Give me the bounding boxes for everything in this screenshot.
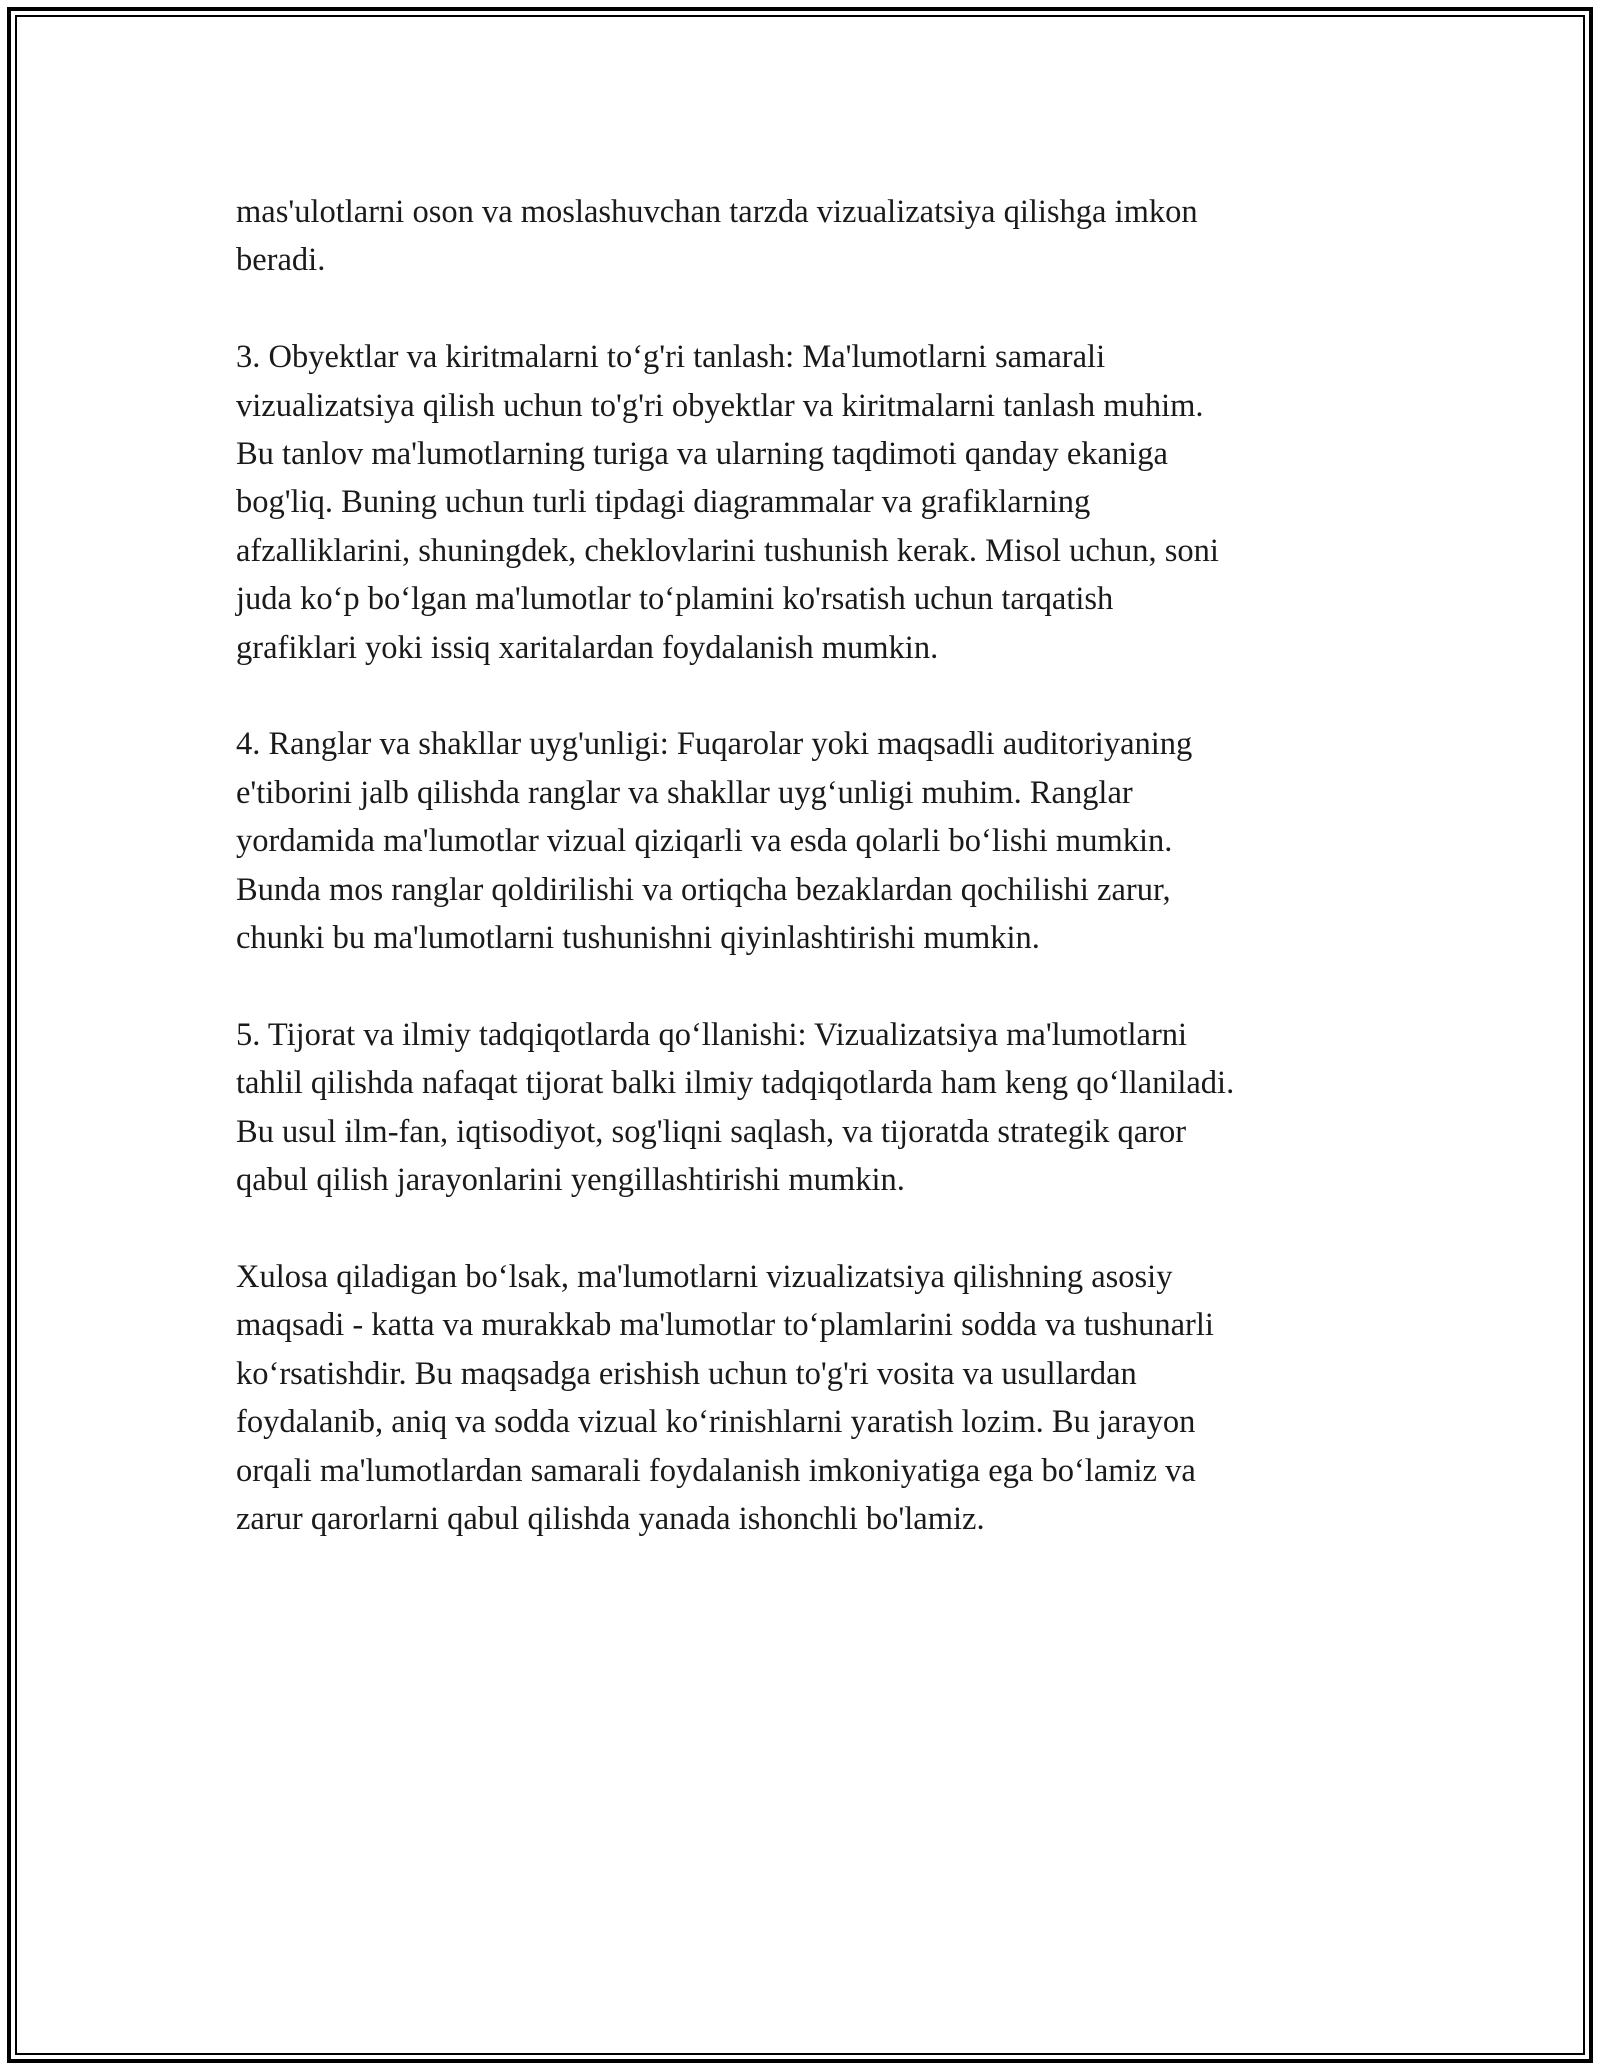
paragraph-point-4: 4. Ranglar va shakllar uyg'unligi: Fuqarolar yoki maqsadli auditoriyaning e'tiborini jalb qilishda ranglar va shakllar uyg‘unligi muhim. Ranglar yordamida ma'lumotlar vizual qiziqarli va esda qolarli bo‘lishi mumkin. Bunda mos ranglar qoldirilishi va ortiqcha bezaklardan qochilishi zarur, chunki bu ma'lumotlarni tushunishni qiyinlashtirishi mumkin.	[236, 726, 1193, 957]
paragraph-point-3: 3. Obyektlar va kiritmalarni to‘g'ri tanlash: Ma'lumotlarni samarali vizualizatsiya qilish uchun to'g'ri obyektlar va kiritmalarni tanlash muhim. Bu tanlov ma'lumotlarning turiga va ularning taqdimoti qanday ekaniga bog'liq. Buning uchun turli tipdagi diagrammalar va grafiklarning afzalliklarini, shuningdek, cheklovlarini tushunish kerak. Misol uchun, soni juda ko‘p bo‘lgan ma'lumotlar to‘plamini ko'rsatish uchun tarqatish grafiklari yoki issiq xaritalardan foydalanish mumkin.	[236, 339, 1219, 666]
paragraph-point-5: 5. Tijorat va ilmiy tadqiqotlarda qo‘llanishi: Vizualizatsiya ma'lumotlarni tahlil qilishda nafaqat tijorat balki ilmiy tadqiqotlarda ham keng qo‘llaniladi. Bu usul ilm-fan, iqtisodiyot, sog'liqni saqlash, va tijoratda strategik qaror qabul qilish jarayonlarini yengillashtirishi mumkin.	[236, 1016, 1235, 1199]
paragraph-continuation: mas'ulotlarni oson va moslashuvchan tarzda vizualizatsiya qilishga imkon beradi.	[236, 194, 1198, 279]
paragraph-conclusion: Xulosa qiladigan bo‘lsak, ma'lumotlarni vizualizatsiya qilishning asosiy maqsadi - katta va murakkab ma'lumotlar to‘plamlarini sodda va tushunarli ko‘rsatishdir. Bu maqsadga erishish uchun to'g'ri vosita va usullardan foydalanib, aniq va sodda vizual ko‘rinishlarni yaratish lozim. Bu jarayon orqali ma'lumotlardan samarali foydalanish imkoniyatiga ega bo‘lamiz va zarur qarorlarni qabul qilishda yanada ishonchli bo'lamiz.	[236, 1258, 1214, 1537]
document-body	[236, 188, 1376, 1543]
